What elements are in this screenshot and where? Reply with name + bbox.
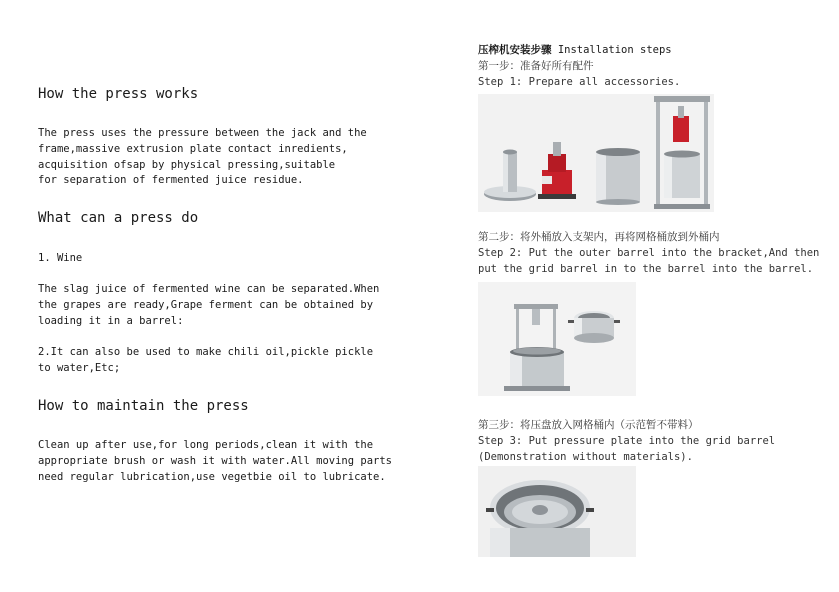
text-line: (Demonstration without materials).: [478, 450, 693, 463]
text-line: The slag juice of fermented wine can be separated.When: [38, 283, 380, 295]
accessories-illustration: [478, 94, 714, 212]
text-line: acquisition ofsap by physical pressing,suitable: [38, 158, 336, 171]
installation-title: [478, 43, 672, 59]
text-line: put the grid barrel in to the barrel into the barrel.: [478, 262, 814, 275]
text-line: appropriate brush or wash it with water.All moving parts: [38, 454, 393, 467]
paragraph-maintain-press: [38, 438, 392, 485]
installation-title-en: Installation steps: [551, 44, 672, 56]
text-line: to water,Etc;: [38, 361, 121, 374]
barrel-bracket-illustration: [478, 282, 636, 396]
step2-en: [478, 246, 819, 278]
accessories-photo: [478, 94, 714, 212]
text-line: 2.It can also be used to make chili oil,pickle pickle: [38, 346, 374, 358]
step1-zh: 第一步：准备好所有配件: [478, 60, 594, 72]
text-line: frame,massive extrusion plate contact inredients,: [38, 142, 348, 155]
text-line: The press uses the pressure between the jack and the: [38, 127, 367, 139]
heading-maintain-press: How to maintain the press: [38, 398, 249, 414]
paragraph-wine: [38, 282, 379, 329]
heading-what-press-does: What can a press do: [38, 210, 199, 226]
paragraph-chili-oil: [38, 345, 373, 377]
text-line: loading it in a barrel:: [38, 314, 184, 327]
text-line: Step 2: Put the outer barrel into the bracket,And then: [478, 247, 820, 259]
pressure-plate-photo: [478, 466, 636, 557]
pressure-plate-illustration: [478, 466, 636, 557]
text-line: Step 3: Put pressure plate into the grid barrel: [478, 435, 776, 447]
step1-en: Step 1: Prepare all accessories.: [478, 76, 681, 88]
text-line: Clean up after use,for long periods,clean it with the: [38, 439, 374, 451]
heading-how-press-works: How the press works: [38, 86, 199, 102]
item-wine: 1. Wine: [38, 252, 83, 264]
paragraph-how-press-works: [38, 126, 367, 189]
step2-zh: 第二步：将外桶放入支架内，再将网格桶放到外桶内: [478, 231, 720, 243]
installation-title-zh: 压榨机安装步骤: [478, 44, 552, 56]
step3-en: [478, 434, 775, 466]
text-line: the grapes are ready,Grape ferment can be obtained by: [38, 298, 374, 311]
text-line: for separation of fermented juice residue.: [38, 174, 304, 187]
step3-zh: 第三步：将压盘放入网格桶内（示范暂不带料）: [478, 419, 699, 431]
barrel-in-bracket-photo: [478, 282, 636, 396]
text-line: need regular lubrication,use vegetbie oil to lubricate.: [38, 470, 386, 483]
